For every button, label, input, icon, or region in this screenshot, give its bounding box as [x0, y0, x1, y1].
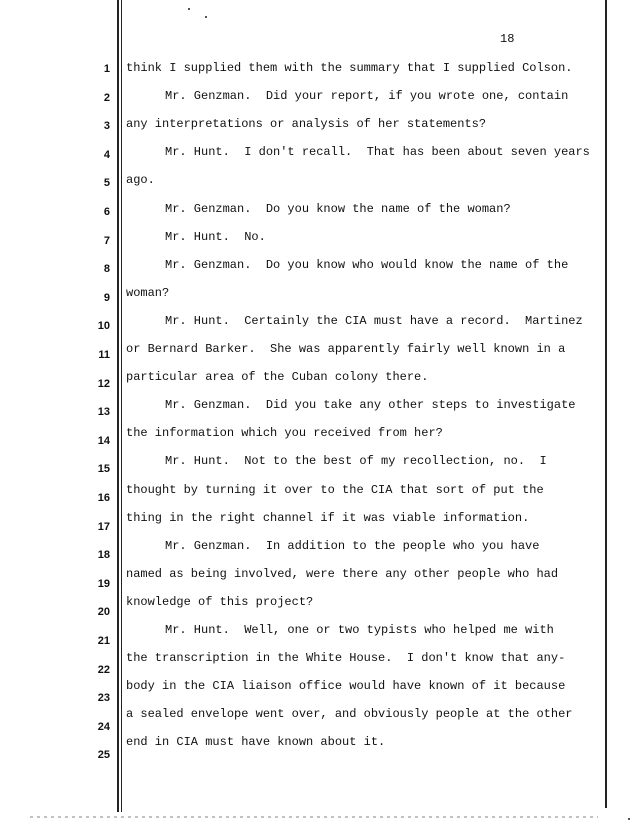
scan-noise — [30, 816, 598, 818]
transcript-line: ago. — [126, 173, 155, 188]
line-number: 15 — [97, 463, 110, 476]
transcript-line: body in the CIA liaison office would have known of it because — [126, 679, 566, 694]
transcript-line: Mr. Hunt. Not to the best of my recollection, no. I — [165, 454, 547, 469]
page-number: 18 — [500, 32, 515, 46]
transcript-line: thing in the right channel if it was viable information. — [126, 510, 530, 525]
line-number: 20 — [97, 606, 110, 619]
transcript-line: knowledge of this project? — [126, 594, 314, 609]
line-number: 7 — [103, 234, 110, 247]
transcript-line: any interpretations or analysis of her statements? — [126, 117, 487, 132]
transcript-line: woman? — [126, 285, 170, 300]
line-number: 1 — [103, 63, 110, 75]
line-number: 9 — [103, 291, 110, 304]
line-number: 4 — [103, 148, 110, 161]
line-number: 3 — [103, 120, 110, 133]
line-number: 13 — [97, 406, 110, 419]
line-number: 16 — [97, 492, 110, 504]
line-number: 24 — [97, 720, 110, 733]
line-number: 17 — [97, 520, 110, 533]
transcript-line: Mr. Hunt. Certainly the CIA must have a record. Martinez — [165, 313, 583, 328]
transcript-line: Mr. Genzman. Did you take any other steps to investigate — [165, 398, 576, 413]
scan-speck — [188, 8, 190, 10]
transcript-line: think I supplied them with the summary that I supplied Colson. — [126, 61, 573, 75]
transcript-line: Mr. Hunt. I don't recall. That has been about seven years — [165, 145, 590, 160]
transcript-line: Mr. Genzman. In addition to the people who you have — [165, 538, 540, 553]
transcript-line: named as being involved, were there any other people who had — [126, 566, 559, 581]
line-number: 21 — [97, 635, 110, 647]
line-number: 23 — [97, 692, 110, 705]
line-number: 22 — [97, 663, 110, 676]
line-number: 2 — [103, 91, 110, 104]
line-number: 11 — [98, 349, 110, 361]
line-number: 25 — [97, 749, 110, 762]
line-number: 10 — [97, 320, 110, 333]
line-number: 18 — [97, 549, 110, 562]
right-margin-rule — [605, 0, 607, 808]
transcript-line: a sealed envelope went over, and obviously people at the other — [126, 707, 573, 722]
scan-speck — [205, 16, 207, 18]
left-margin-rule-inner — [121, 0, 122, 812]
line-number: 5 — [103, 177, 110, 190]
line-number: 19 — [97, 577, 110, 590]
transcript-line: Mr. Hunt. No. — [165, 229, 266, 244]
transcript-line: end in CIA must have known about it. — [126, 735, 386, 750]
left-margin-rule — [117, 0, 119, 812]
transcript-line: or Bernard Barker. She was apparently fairly well known in a — [126, 342, 566, 356]
line-number: 6 — [103, 206, 110, 218]
transcript-line: Mr. Genzman. Do you know the name of the woman? — [165, 201, 511, 216]
transcript-line: the information which you received from her? — [126, 426, 443, 441]
transcript-line: thought by turning it over to the CIA that sort of put the — [126, 482, 544, 497]
transcript-line: the transcription in the White House. I don't know that any- — [126, 651, 566, 666]
transcript-line: Mr. Hunt. Well, one or two typists who helped me with — [165, 623, 554, 637]
line-number: 8 — [103, 263, 110, 276]
transcript-line: Mr. Genzman. Do you know who would know the name of the — [165, 257, 569, 272]
line-number: 14 — [97, 434, 110, 447]
line-number: 12 — [97, 377, 110, 390]
scan-speck — [628, 818, 630, 820]
transcript-line: Mr. Genzman. Did your report, if you wrote one, contain — [165, 89, 569, 104]
transcript-line: particular area of the Cuban colony there. — [126, 370, 429, 385]
